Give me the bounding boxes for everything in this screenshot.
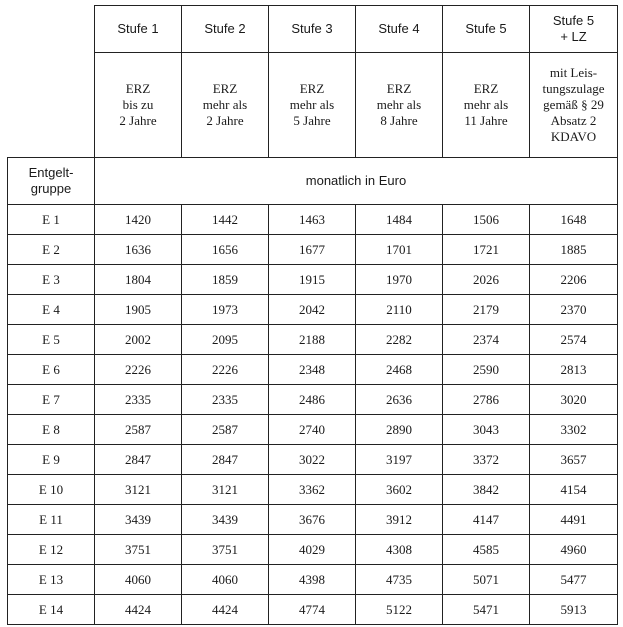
table-row (8, 355, 618, 385)
group-label: E 6 (8, 355, 95, 385)
text-line: mehr als (289, 97, 335, 112)
table-body (8, 205, 618, 625)
text-line: Stufe 5 (552, 13, 595, 28)
salary-cell: 1915 (269, 265, 356, 295)
text-line: Stufe 4 (378, 21, 420, 36)
salary-cell: 1463 (269, 205, 356, 235)
table-row (8, 595, 618, 625)
salary-cell: 3022 (269, 445, 356, 475)
text-line: ERZ (125, 81, 151, 96)
salary-cell: 1970 (356, 265, 443, 295)
salary-cell: 3842 (443, 475, 530, 505)
salary-cell: 5913 (530, 595, 618, 625)
salary-cell: 1804 (95, 265, 182, 295)
text-line: tungszulage (542, 81, 605, 96)
salary-cell: 5477 (530, 565, 618, 595)
text-line: Absatz 2 (550, 113, 597, 128)
salary-cell: 2335 (182, 385, 269, 415)
salary-cell: 2179 (443, 295, 530, 325)
salary-cell: 2206 (530, 265, 618, 295)
text-line: KDAVO (550, 129, 597, 144)
salary-cell: 3197 (356, 445, 443, 475)
group-label: E 14 (8, 595, 95, 625)
salary-cell: 3043 (443, 415, 530, 445)
salary-cell: 1721 (443, 235, 530, 265)
salary-cell: 3362 (269, 475, 356, 505)
group-label: E 1 (8, 205, 95, 235)
table-row (8, 445, 618, 475)
salary-cell: 4029 (269, 535, 356, 565)
salary-cell: 3372 (443, 445, 530, 475)
salary-cell: 3676 (269, 505, 356, 535)
salary-cell: 2587 (95, 415, 182, 445)
table-row (8, 235, 618, 265)
salary-cell: 1420 (95, 205, 182, 235)
table-row (8, 265, 618, 295)
group-label: E 2 (8, 235, 95, 265)
salary-cell: 3302 (530, 415, 618, 445)
salary-cell: 2226 (95, 355, 182, 385)
text-line: mehr als (202, 97, 248, 112)
stage-description (443, 53, 530, 158)
group-label: E 13 (8, 565, 95, 595)
group-label: E 7 (8, 385, 95, 415)
salary-cell: 2574 (530, 325, 618, 355)
text-line: 2 Jahre (119, 113, 157, 128)
text-line: bis zu (122, 97, 154, 112)
salary-cell: 2786 (443, 385, 530, 415)
stage-title (182, 6, 269, 53)
group-label: E 3 (8, 265, 95, 295)
salary-cell: 2847 (95, 445, 182, 475)
text-line: Stufe 1 (117, 21, 159, 36)
salary-cell: 4424 (95, 595, 182, 625)
salary-cell: 2002 (95, 325, 182, 355)
salary-cell: 1506 (443, 205, 530, 235)
salary-cell: 2026 (443, 265, 530, 295)
salary-cell: 2740 (269, 415, 356, 445)
salary-cell: 2813 (530, 355, 618, 385)
salary-cell: 1973 (182, 295, 269, 325)
salary-cell: 3121 (95, 475, 182, 505)
stage-description (530, 53, 618, 158)
table-row (8, 505, 618, 535)
text-line: ERZ (473, 81, 499, 96)
salary-cell: 2335 (95, 385, 182, 415)
text-line: Stufe 2 (204, 21, 246, 36)
salary-cell: 4147 (443, 505, 530, 535)
stage-description (356, 53, 443, 158)
stage-title (530, 6, 618, 53)
unit-label: monatlich in Euro (95, 158, 618, 205)
salary-cell: 1905 (95, 295, 182, 325)
table-row (8, 295, 618, 325)
salary-cell: 3020 (530, 385, 618, 415)
group-label: E 12 (8, 535, 95, 565)
stage-title (443, 6, 530, 53)
stage-title-row (8, 6, 618, 53)
salary-cell: 1859 (182, 265, 269, 295)
text-line: mit Leis- (549, 65, 598, 80)
salary-cell: 5071 (443, 565, 530, 595)
salary-cell: 5471 (443, 595, 530, 625)
text-line: 2 Jahre (206, 113, 244, 128)
text-line: + LZ (560, 29, 587, 44)
salary-cell: 3439 (182, 505, 269, 535)
salary-cell: 4398 (269, 565, 356, 595)
salary-cell: 1484 (356, 205, 443, 235)
stage-description-row (8, 53, 618, 158)
group-label: E 4 (8, 295, 95, 325)
text-line: gruppe (30, 181, 72, 196)
stage-title (269, 6, 356, 53)
table-row (8, 535, 618, 565)
table-row (8, 385, 618, 415)
stage-description (182, 53, 269, 158)
salary-cell: 2370 (530, 295, 618, 325)
corner-cell (8, 6, 95, 158)
salary-cell: 4491 (530, 505, 618, 535)
salary-cell: 4060 (182, 565, 269, 595)
group-label: E 5 (8, 325, 95, 355)
salary-cell: 1885 (530, 235, 618, 265)
table-row (8, 205, 618, 235)
text-line: 5 Jahre (293, 113, 331, 128)
salary-cell: 2188 (269, 325, 356, 355)
group-label: E 10 (8, 475, 95, 505)
stage-title (95, 6, 182, 53)
stage-description (269, 53, 356, 158)
stage-description (95, 53, 182, 158)
salary-cell: 4308 (356, 535, 443, 565)
table-row (8, 565, 618, 595)
salary-cell: 2587 (182, 415, 269, 445)
salary-cell: 1648 (530, 205, 618, 235)
salary-cell: 2847 (182, 445, 269, 475)
row-header-label (8, 158, 95, 205)
salary-cell: 1442 (182, 205, 269, 235)
text-line: mehr als (376, 97, 422, 112)
salary-cell: 3912 (356, 505, 443, 535)
text-line: Entgelt- (28, 165, 74, 180)
salary-cell: 2468 (356, 355, 443, 385)
salary-cell: 4154 (530, 475, 618, 505)
salary-cell: 2374 (443, 325, 530, 355)
group-label: E 8 (8, 415, 95, 445)
salary-cell: 2042 (269, 295, 356, 325)
salary-cell: 1656 (182, 235, 269, 265)
salary-cell: 2110 (356, 295, 443, 325)
table-row (8, 415, 618, 445)
salary-cell: 3751 (182, 535, 269, 565)
salary-cell: 4735 (356, 565, 443, 595)
salary-cell: 2348 (269, 355, 356, 385)
salary-cell: 4774 (269, 595, 356, 625)
text-line: ERZ (386, 81, 412, 96)
salary-cell: 2636 (356, 385, 443, 415)
salary-table (7, 5, 618, 625)
salary-cell: 2226 (182, 355, 269, 385)
text-line: Stufe 3 (291, 21, 333, 36)
salary-cell: 5122 (356, 595, 443, 625)
text-line: gemäß § 29 (543, 97, 604, 112)
table-row (8, 325, 618, 355)
salary-cell: 2890 (356, 415, 443, 445)
salary-cell: 3121 (182, 475, 269, 505)
unit-row (8, 158, 618, 205)
text-line: ERZ (299, 81, 325, 96)
salary-cell: 1701 (356, 235, 443, 265)
salary-cell: 3751 (95, 535, 182, 565)
salary-cell: 1636 (95, 235, 182, 265)
salary-cell: 4060 (95, 565, 182, 595)
salary-cell: 2590 (443, 355, 530, 385)
salary-cell: 4585 (443, 535, 530, 565)
stage-title (356, 6, 443, 53)
salary-cell: 2282 (356, 325, 443, 355)
text-line: Stufe 5 (465, 21, 507, 36)
salary-cell: 2095 (182, 325, 269, 355)
salary-cell: 4424 (182, 595, 269, 625)
text-line: ERZ (212, 81, 238, 96)
salary-cell: 3439 (95, 505, 182, 535)
salary-cell: 4960 (530, 535, 618, 565)
group-label: E 9 (8, 445, 95, 475)
salary-cell: 3657 (530, 445, 618, 475)
text-line: mehr als (463, 97, 509, 112)
salary-cell: 2486 (269, 385, 356, 415)
text-line: 8 Jahre (380, 113, 418, 128)
group-label: E 11 (8, 505, 95, 535)
table-row (8, 475, 618, 505)
text-line: 11 Jahre (464, 113, 508, 128)
salary-cell: 1677 (269, 235, 356, 265)
salary-cell: 3602 (356, 475, 443, 505)
